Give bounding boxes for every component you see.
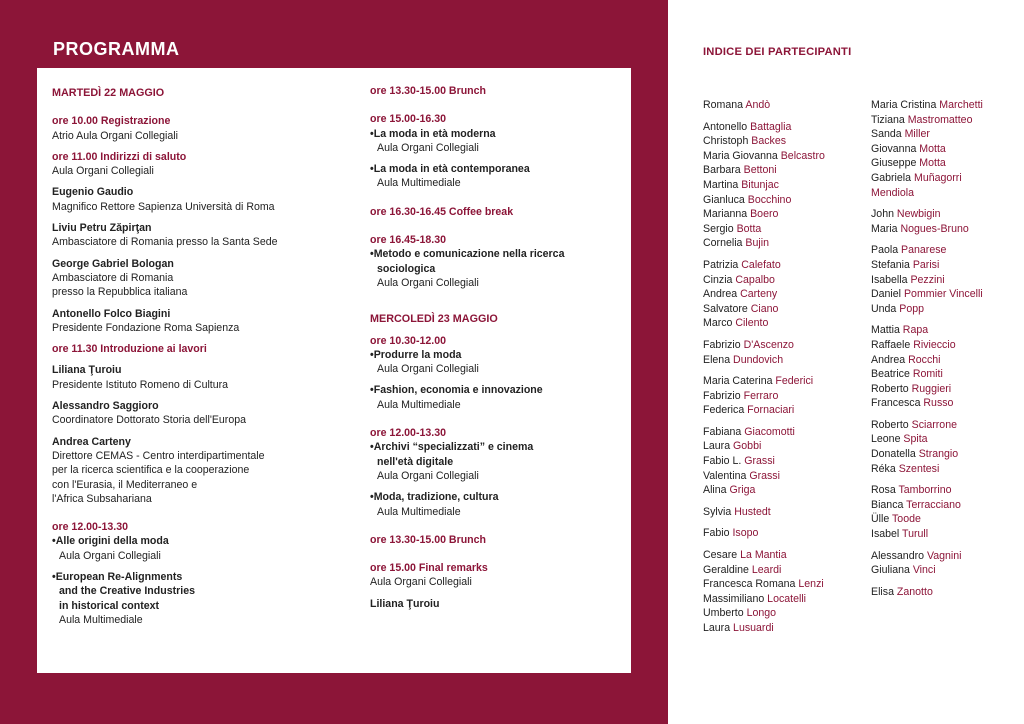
detail-text: presso la Repubblica italiana [52,286,188,299]
participant-group [871,243,1021,316]
last-name: Muñagorri [914,171,962,184]
participant-name [871,498,1021,513]
first-name: Rosa [871,484,899,497]
first-name: Francesca [871,397,924,410]
last-name: Giacomotti [744,425,795,438]
first-name: Christoph [703,135,752,148]
last-name: Mastromatteo [907,113,973,126]
first-name: Andrea [703,288,741,301]
participant-name [871,367,1021,382]
participant-name [871,382,1021,397]
last-name: Sciarrone [911,418,957,431]
participant-name [703,338,863,353]
participant-group [871,207,1021,236]
last-name: Bitunjac [741,178,779,191]
participant-name [871,273,1021,288]
indice-title: INDICE DEI PARTECIPANTI [703,46,852,58]
programma-title: PROGRAMMA [53,39,180,59]
participant-name [871,447,1021,462]
participant-group [703,120,863,251]
speaker-name: Andrea Carteny [52,435,131,448]
participant-name [871,222,1021,237]
participant-name [871,549,1021,564]
participant-name [871,432,1021,447]
last-name: Rivieccio [913,338,956,351]
last-name: Pommier Vincelli [903,288,983,301]
first-name: Réka [871,462,899,475]
last-name: La Mantia [740,549,787,562]
participant-group [703,338,863,367]
participant-name [871,243,1021,258]
participant-group [871,98,1021,200]
participant-name [871,396,1021,411]
session-room: Aula Organi Collegiali [377,276,479,289]
detail-text: Magnifico Rettore Sapienza Università di Roma [52,200,275,213]
first-name: Roberto [871,382,912,395]
first-name: Giovanna [871,142,920,155]
participant-name [871,585,1021,600]
participant-name [703,483,863,498]
first-name: Ülle [871,513,893,526]
participant-name [871,142,1021,157]
first-name: Donatella [871,448,919,461]
last-name: Fornaciari [747,404,795,417]
participant-name [703,163,863,178]
first-name: Geraldine [703,563,752,576]
participant-group [871,549,1021,578]
session-time: ore 12.00-13.30 [52,521,128,534]
last-name: Battaglia [750,120,792,133]
programma-column-2 [370,84,620,611]
last-name: Belcastro [780,149,825,162]
participants-column-1 [703,98,863,643]
last-name: Popp [899,302,925,315]
participant-name [703,403,863,418]
participant-name [703,178,863,193]
first-name: Sylvia [703,505,735,518]
last-name: Newbigin [896,208,941,221]
first-name: Federica [703,404,748,417]
participant-name [871,462,1021,477]
first-name: Mattia [871,324,903,337]
detail-text: Ambasciatore di Romania [52,271,174,284]
last-name: Ferraro [743,389,779,402]
session-room: Aula Multimediale [377,505,461,518]
participant-name [871,418,1021,433]
last-name: Rocchi [908,353,941,366]
participant-name [703,258,863,273]
last-name: Parisi [912,258,940,271]
last-name: Isopo [732,527,759,540]
last-name: Cilento [735,317,769,330]
last-name: Russo [923,397,954,410]
last-name: Nogues-Bruno [900,222,969,235]
detail-text: Atrio Aula Organi Collegiali [52,129,179,142]
first-name: Tiziana [871,113,908,126]
participant-group [703,258,863,331]
last-name: D'Ascenzo [743,338,794,351]
speaker-name: Alessandro Saggioro [52,400,159,413]
detail-text: Aula Organi Collegiali [52,165,154,178]
first-name: Raffaele [871,338,914,351]
first-name: Maria Cristina [871,99,940,111]
last-name: Carteny [740,288,778,301]
first-name: Alina [703,484,730,497]
first-name: Fabio [703,527,733,540]
participant-name [871,113,1021,128]
first-name: Umberto [703,607,747,620]
session-title-cont: and the Creative Industries [59,585,195,598]
first-name: Paola [871,244,902,257]
last-name: Vagnini [926,549,962,562]
participant-name [703,120,863,135]
last-name: Panarese [901,244,947,257]
last-name: Federici [775,375,814,388]
session-title-cont: sociologica [377,262,436,275]
participant-name [871,527,1021,542]
participant-name [703,374,863,389]
participant-name [871,186,1021,201]
session-title: • Alle origini della moda [52,534,352,548]
last-name: Szentesi [898,462,940,475]
participant-name [703,389,863,404]
participant-name [703,606,863,621]
participant-name [871,98,1021,113]
last-name: Botta [736,222,762,235]
last-name: Hustedt [734,505,771,518]
participant-name [703,273,863,288]
session-time: ore 15.00-16.30 [370,113,446,126]
first-name: Andrea [871,353,909,366]
first-name: Maria Caterina [703,375,776,388]
first-name: Gianluca [703,193,748,206]
first-name: Valentina [703,469,750,482]
participant-group [703,526,863,541]
last-name: Leardi [751,563,782,576]
first-name: Gabriela [871,171,914,184]
participant-group [871,323,1021,411]
last-name: Longo [746,607,777,620]
participant-name [703,287,863,302]
participant-name [703,236,863,251]
session-room: Aula Multimediale [377,398,461,411]
session-room: Aula Multimediale [59,613,143,626]
first-name: Leone [871,433,904,446]
first-name: Maria [871,222,901,235]
first-name: John [871,208,897,221]
last-name: Locatelli [767,592,807,605]
participant-name [871,338,1021,353]
session-room: Aula Organi Collegiali [377,141,479,154]
first-name: Bianca [871,498,907,511]
participant-group [703,98,863,113]
participant-name [871,512,1021,527]
session-title: • Metodo e comunicazione nella ricerca [370,247,620,261]
first-name: Beatrice [871,368,913,381]
session-time: ore 16.30-16.45 Coffee break [370,205,514,218]
session-time: ore 13.30-15.00 Brunch [370,85,486,97]
participants-column-2 [871,98,1021,606]
participant-name [703,353,863,368]
first-name: Francesca Romana [703,578,799,591]
participant-name [703,563,863,578]
detail-text: Ambasciatore di Romania presso la Santa Sede [52,236,278,249]
last-name: Backes [751,135,787,148]
participant-group [703,374,863,418]
last-name: Romiti [912,368,943,381]
last-name: Capalbo [735,273,775,286]
session-time: ore 12.00-13.30 [370,427,446,440]
participant-group [703,505,863,520]
first-name: Antonello [703,120,751,133]
first-name: Daniel [871,288,904,301]
first-name: Laura [703,440,734,453]
participant-name [871,207,1021,222]
participant-name [703,469,863,484]
last-name: Toode [892,513,921,526]
detail-text: Presidente Istituto Romeno di Cultura [52,378,229,391]
participant-name [703,193,863,208]
last-name: Strangio [918,448,959,461]
last-name: Pezzini [910,273,945,286]
first-name: Stefania [871,258,913,271]
participant-name [703,222,863,237]
first-name: Marianna [703,208,751,221]
participant-group [871,585,1021,600]
participant-name [871,302,1021,317]
detail-text: con l'Eurasia, il Mediterraneo e [52,478,198,491]
programma-column-1 [52,86,352,627]
first-name: Romana [703,99,746,111]
first-name: Salvatore [703,302,751,315]
indice-panel [668,0,1024,724]
last-name: Vinci [912,564,936,577]
participant-name [703,577,863,592]
session-time: ore 16.45-18.30 [370,234,446,247]
speaker-name: Liliana Ţuroiu [370,597,440,610]
detail-text: Direttore CEMAS - Centro interdipartimentale [52,449,265,462]
participant-name [703,149,863,164]
participant-name [703,439,863,454]
session-time: ore 13.30-15.00 Brunch [370,533,486,546]
session-title-cont: in historical context [59,599,160,612]
first-name: Patrizia [703,258,742,271]
last-name: Turull [902,528,929,541]
first-name: Fabio L. [703,455,745,468]
first-name: Sergio [703,222,737,235]
participant-name [871,258,1021,273]
detail-text: l'Africa Subsahariana [52,492,152,505]
last-name: Lusuardi [733,622,774,634]
first-name: Alessandro [871,549,927,562]
speaker-name: Eugenio Gaudio [52,186,134,199]
first-name: Fabiana [703,425,745,438]
first-name: Elena [703,353,734,366]
session-title: • Archivi “specializzati” e cinema [370,440,620,454]
first-name: Giuliana [871,564,913,577]
session-title: • La moda in età moderna [370,127,620,141]
last-name: Bujin [745,237,769,250]
session-time: ore 15.00 Final remarks [370,562,488,575]
participant-name [871,127,1021,142]
detail-text: Aula Organi Collegiali [370,576,472,589]
last-name: Motta [919,142,946,155]
speaker-name: Liviu Petru Zăpirţan [52,222,152,235]
first-name: Fabrizio [703,389,744,402]
last-name: Ciano [750,302,779,315]
participant-name [703,316,863,331]
detail-text: per la ricerca scientifica e la cooperazione [52,464,250,477]
last-name: Terracciano [906,498,961,511]
participant-name [703,425,863,440]
last-name: Grassi [744,455,775,468]
participant-name [871,156,1021,171]
participant-name [703,526,863,541]
participant-name [703,548,863,563]
session-room: Aula Organi Collegiali [377,469,479,482]
first-name: Maria Giovanna [703,149,781,162]
first-name: Unda [871,302,900,315]
first-name: Sanda [871,128,905,141]
speaker-name: Antonello Folco Biagini [52,307,171,320]
last-name: Miller [904,128,930,141]
participant-name [703,207,863,222]
participant-group [871,418,1021,476]
participant-name [703,134,863,149]
last-name: Lenzi [798,578,824,591]
participant-name [871,483,1021,498]
participant-name [871,353,1021,368]
last-name: Bettoni [743,164,777,177]
last-name: Spita [903,433,928,446]
first-name: Marco [703,317,736,330]
session-time: ore 11.30 Introduzione ai lavori [52,343,207,356]
last-name: Bocchino [747,193,792,206]
detail-text: Coordinatore Dottorato Storia dell'Europa [52,414,246,427]
first-name: Barbara [703,164,744,177]
first-name: Cinzia [703,273,736,286]
session-room: Aula Organi Collegiali [59,549,161,562]
participant-name [871,563,1021,578]
first-name: Roberto [871,418,912,431]
day-heading: MARTEDÌ 22 MAGGIO [52,87,165,99]
first-name: Cesare [703,549,741,562]
first-name: Laura [703,622,734,634]
last-name: Gobbi [733,440,762,453]
session-title: • La moda in età contemporanea [370,162,620,176]
participant-name [703,592,863,607]
speaker-name: George Gabriel Bologan [52,257,174,270]
first-name: Cornelia [703,237,746,250]
last-name: Calefato [741,258,781,271]
first-name: Isabel [871,528,903,541]
participant-name [703,98,863,113]
participant-name [871,323,1021,338]
first-name: Fabrizio [703,338,744,351]
session-title: • European Re-Alignments [52,570,352,584]
programma-card [37,68,631,673]
session-title: • Moda, tradizione, cultura [370,490,620,504]
first-name: Giuseppe [871,157,920,170]
session-title: • Produrre la moda [370,348,620,362]
participant-group [703,548,863,636]
day-heading: MERCOLEDÌ 23 MAGGIO [370,313,498,326]
participant-name [703,302,863,317]
last-name: Tamborrino [898,484,952,497]
last-name: Zanotto [896,585,933,598]
last-name: Rapa [902,324,929,337]
last-name: Ruggieri [911,382,952,395]
last-name: Boero [750,208,779,221]
participant-name [703,621,863,636]
participant-name [703,505,863,520]
session-time: ore 11.00 Indirizzi di saluto [52,150,187,163]
participant-name [871,171,1021,186]
session-room: Aula Multimediale [377,177,461,190]
session-title-cont: nell'età digitale [377,455,454,468]
participant-group [703,425,863,498]
participant-group [871,483,1021,541]
last-name: Dundovich [733,353,784,366]
participant-name [703,454,863,469]
first-name: Elisa [871,585,897,598]
first-name: Massimiliano [703,592,768,605]
first-name: Martina [703,178,742,191]
first-name: Isabella [871,273,911,286]
session-room: Aula Organi Collegiali [377,363,479,376]
session-time: ore 10.00 Registrazione [52,115,171,128]
last-name: Grassi [749,469,780,482]
participant-name [871,287,1021,302]
speaker-name: Liliana Ţuroiu [52,364,122,377]
last-name: Griga [729,484,756,497]
session-time: ore 10.30-12.00 [370,334,446,347]
session-title: • Fashion, economia e innovazione [370,383,620,397]
last-name: Motta [919,157,946,170]
last-name: Mendiola [871,186,914,199]
detail-text: Presidente Fondazione Roma Sapienza [52,321,240,334]
last-name: Andò [745,99,771,111]
last-name: Marchetti [939,99,983,111]
